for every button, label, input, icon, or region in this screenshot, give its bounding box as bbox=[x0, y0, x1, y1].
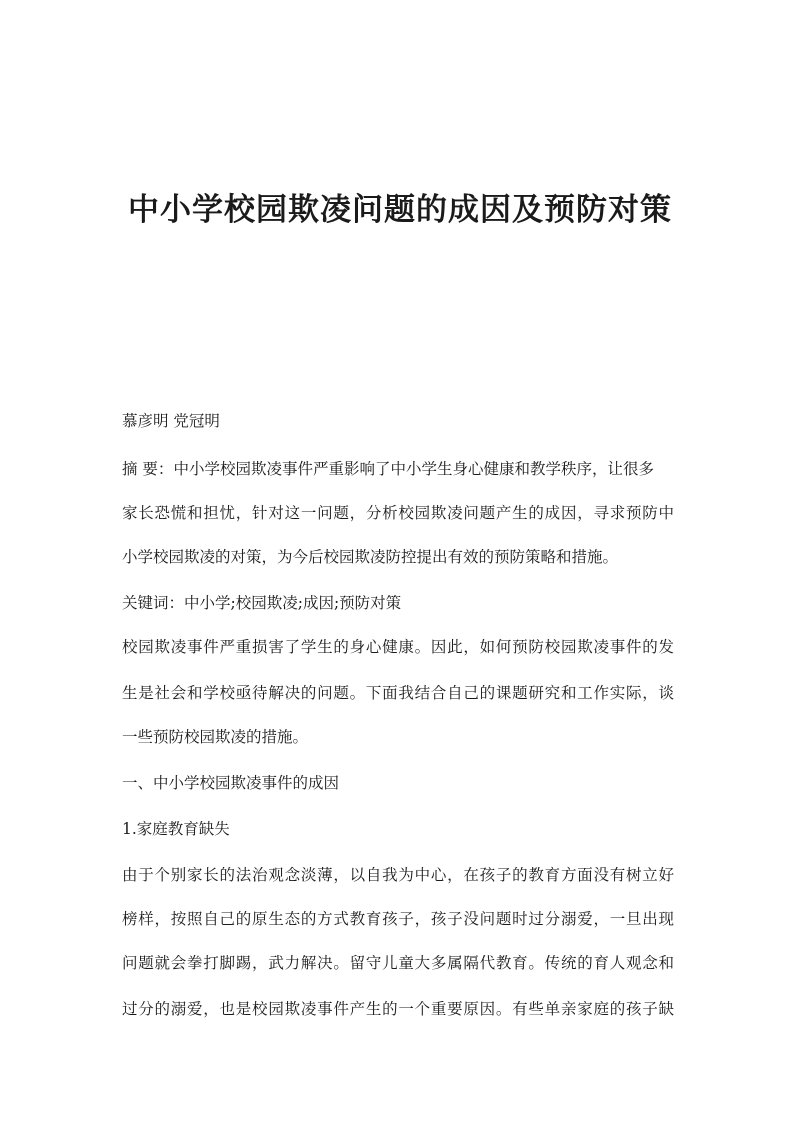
body-line-3: 问题就会拳打脚踢，武力解决。留守儿童大多属隔代教育。传统的育人观念和 bbox=[122, 954, 674, 972]
abstract-text: 中小学校园欺凌事件严重影响了中小学生身心健康和教学秩序，让很多 bbox=[173, 460, 654, 478]
abstract-label: 摘 要： bbox=[122, 460, 174, 478]
subsection-heading: 1.家庭教育缺失 bbox=[122, 820, 230, 838]
body-line-2: 榜样，按照自己的原生态的方式教育孩子，孩子没问题时过分溺爱，一旦出现 bbox=[122, 910, 674, 928]
abstract-line-3: 小学校园欺凌的对策，为今后校园欺凌防控提出有效的预防策略和措施。 bbox=[122, 548, 619, 566]
body-line-1: 由于个别家长的法治观念淡薄，以自我为中心，在孩子的教育方面没有树立好 bbox=[122, 866, 674, 884]
document-title: 中小学校园欺凌问题的成因及预防对策 bbox=[128, 192, 672, 228]
intro-line-2: 生是社会和学校亟待解决的问题。下面我结合自己的课题研究和工作实际，谈 bbox=[122, 684, 674, 702]
abstract-line-1 bbox=[122, 461, 654, 477]
abstract-line-2: 家长恐慌和担忧，针对这一问题，分析校园欺凌问题产生的成因，寻求预防中 bbox=[122, 504, 674, 522]
intro-line-1: 校园欺凌事件严重损害了学生的身心健康。因此，如何预防校园欺凌事件的发 bbox=[122, 638, 674, 656]
intro-line-3: 一些预防校园欺凌的措施。 bbox=[122, 728, 309, 746]
section-heading: 一、中小学校园欺凌事件的成因 bbox=[122, 774, 340, 792]
authors: 慕彦明 党冠明 bbox=[122, 412, 220, 430]
body-line-4: 过分的溺爱，也是校园欺凌事件产生的一个重要原因。有些单亲家庭的孩子缺 bbox=[122, 1000, 674, 1018]
keywords: 关键词：中小学;校园欺凌;成因;预防对策 bbox=[122, 594, 402, 612]
